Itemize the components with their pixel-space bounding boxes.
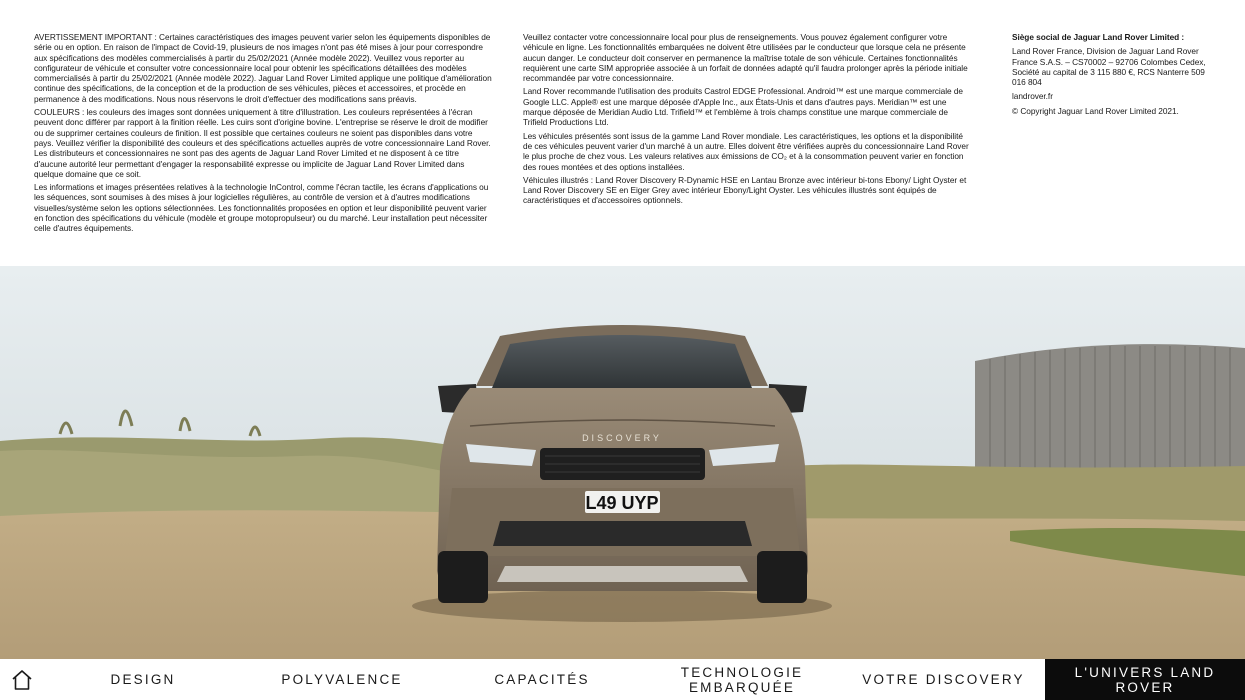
website-link[interactable]: landrover.fr <box>1012 91 1053 102</box>
nav-capacites[interactable]: CAPACITÉS <box>494 672 590 687</box>
land-rover-discovery <box>437 325 808 603</box>
discovery-badge: DISCOVERY <box>582 433 662 443</box>
legal-column-2 <box>523 32 970 209</box>
nav-design[interactable]: DESIGN <box>110 672 176 687</box>
legal-paragraph: Véhicules illustrés : Land Rover Discovery R-Dynamic HSE en Lantau Bronze avec intérieur bi-tons Ebony/ Light Oyster et Land Rover Discovery SE en Eiger Grey avec intérieur Ebony/Light Oyster. Les véhicules illustrés sont équipés de caractéristiques et d'accessoires optionnels. <box>523 174 967 206</box>
pavilion-building <box>975 344 1245 481</box>
legal-paragraph: Veuillez contacter votre concessionnaire local pour plus de renseignements. Vous pouvez également configurer votre véhicule en ligne. Les fonctionnalités embarquées ne doivent être utilisées par le conducteur que lorsque cela ne présente aucun danger. Le conducteur doit conserver en permanence la maîtrise totale de son véhicule. Certaines fonctionnalités requièrent une carte SIM appropriée associée à un forfait de données adapté qu'il faudra prolonger après la période initiale recommandée par votre concessionnaire. <box>523 32 968 84</box>
legal-paragraph: Les véhicules présentés sont issus de la gamme Land Rover mondiale. Les caractéristiques, les options et la disponibilité de ces véhicules peuvent varier d'un marché à un autre. Elles doivent être vérifiées auprès du concessionnaire Land Rover le plus proche de chez vous. Les valeurs relatives aux émissions de CO₂ et à la consommation peuvent varier en fonction des roues montées et des options installées. <box>523 130 969 172</box>
home-button[interactable] <box>0 659 44 700</box>
legal-paragraph: Land Rover recommande l'utilisation des produits Castrol EDGE Professional. Android™ est une marque commerciale de Google LLC. Apple® est une marque déposée d'Apple Inc., aux États-Unis et dans d'autres pays. Meridian™ est une marque déposée de Meridian Audio Ltd. Trifield™ et l'emblème à trois champs constitue une marque commerciale de Trifield Productions Ltd. <box>523 86 963 128</box>
nav-univers-land-rover[interactable]: L'UNIVERS LAND ROVER <box>1045 659 1245 700</box>
hero-image <box>0 266 1245 659</box>
nav-votre-discovery[interactable]: VOTRE DISCOVERY <box>862 672 1025 687</box>
legal-paragraph: AVERTISSEMENT IMPORTANT : Certaines caractéristiques des images peuvent varier selon les équipements disponibles de série ou en option. En raison de l'impact de Covid-19, plusieurs de nos images n'ont pas été mises à jour pour correspondre aux spécifications des modèles commercialisés à partir du 25/02/2021 (Année modèle 2022). Veuillez vous reporter au configurateur de véhicule et consulter votre concessionnaire local pour obtenir les spécifications détaillées des modèles commercialisés à partir du 25/02/2021 (Année modèle 2022). Jaguar Land Rover Limited applique une politique d'amélioration continue des spécifications, de la conception et de la production de ses véhicules, pièces et accessoires, et procède en permanence à des modifications. Nous nous réservons le droit d'effectuer des modifications sans préavis. <box>34 32 492 104</box>
legal-column-1 <box>34 32 494 237</box>
license-plate: L49 UYP <box>585 493 659 513</box>
legal-paragraph: COULEURS : les couleurs des images sont données uniquement à titre d'illustration. Les couleurs représentées à l'écran peuvent donc différer par rapport à la finition réelle. Les cuirs sont d'origine bovine. L'entreprise se réserve le droit de modifier ou de supprimer certaines couleurs de finition. Il est possible que certaines couleurs ne soient pas disponibles dans votre pays. Veuillez vérifier la disponibilité des couleurs et des spécifications actuelles auprès de votre concessionnaire Land Rover. Les distributeurs et concessionnaires ne sont pas des agents de Jaguar Land Rover Limited et ne disposent à ce titre d'aucune autorité leur permettant d'engager la responsabilité expresse ou implicite de Jaguar Land Rover Limited dans quelque domaine que ce soit. <box>34 107 491 179</box>
legal-paragraph: Les informations et images présentées relatives à la technologie InControl, comme l'écran tactile, les écrans d'applications ou les séquences, sont soumises à des mises à jour logicielles régulières, au contrôle de version et à d'autres modifications visuelles/système selon les options sélectionnées. Les fonctionnalités proposées en option et leur disponibilité peuvent varier en fonction des spécifications du véhicule (modèle et groupe motopropulseur) ou du marché. Leur installation peut nécessiter celle d'autres équipements. <box>34 182 489 234</box>
copyright: © Copyright Jaguar Land Rover Limited 2021. <box>1012 105 1179 116</box>
nav-polyvalence[interactable]: POLYVALENCE <box>281 672 403 687</box>
head-office-heading: Siège social de Jaguar Land Rover Limited : <box>1012 32 1185 42</box>
legal-column-3 <box>1012 32 1212 120</box>
bottom-navigation <box>0 659 1245 700</box>
nav-technologie-embarquee[interactable]: TECHNOLOGIE EMBARQUÉE <box>680 664 804 695</box>
home-icon <box>11 669 33 691</box>
legal-notices <box>0 0 1245 266</box>
head-office-address: Land Rover France, Division de Jaguar Land Rover France S.A.S. – CS70002 – 92706 Colombes Cedex, Société au capital de 3 115 880 €, RCS Nanterre 509 016 804 <box>1012 46 1206 88</box>
discovery-photo <box>0 266 1245 659</box>
